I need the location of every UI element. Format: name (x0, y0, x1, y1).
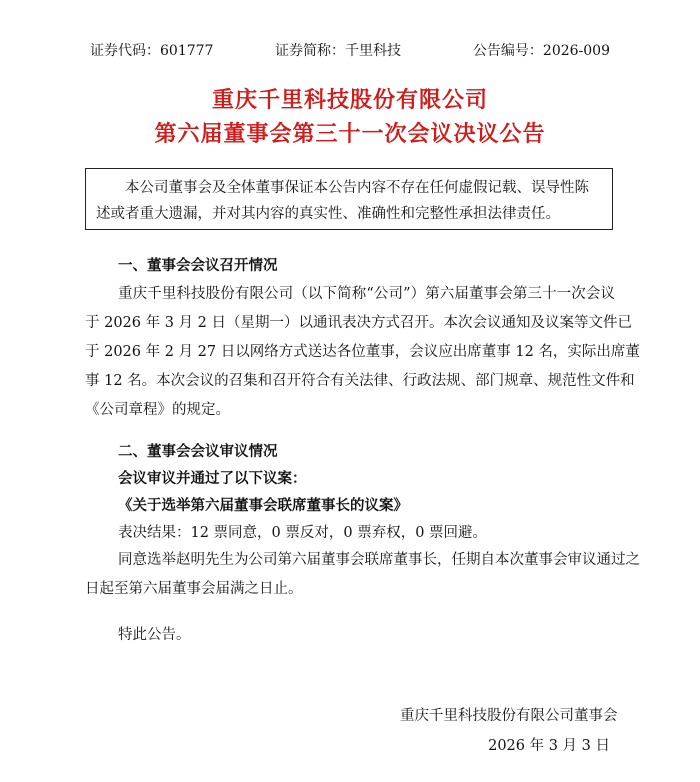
announcement-number: 公告编号：2026-009 (472, 43, 610, 59)
resolution-line: 同意选举赵明先生为公司第六届董事会联席董事长，任期自本次董事会审议通过之 (118, 552, 640, 568)
section1-heading: 一、董事会会议召开情况 (118, 257, 278, 274)
disclaimer-notice-box: 本公司董事会及全体董事保证本公告内容不存在任何虚假记载、误导性陈述或者重大遗漏，并对其内容的真实性、准确性和完整性承担法律责任。 (85, 168, 613, 230)
document-header (90, 40, 610, 62)
section1-paragraph-line: 事 12 名。本次会议的召集和召开符合有关法律、行政法规、部门规章、规范性文件和 (85, 373, 635, 389)
section1-paragraph-line: 《公司章程》的规定。 (85, 402, 230, 418)
motion-title: 《关于选举第六届董事会联席董事长的议案》 (118, 497, 408, 514)
signature-date: 2026 年 3 月 3 日 (488, 738, 610, 754)
security-code: 证券代码：601777 (90, 43, 214, 59)
signature-board: 重庆千里科技股份有限公司董事会 (400, 708, 618, 724)
section1-paragraph-line: 于 2026 年 3 月 2 日（星期一）以通讯表决方式召开。本次会议通知及议案等文件已 (85, 315, 633, 331)
section1-paragraph-line: 重庆千里科技股份有限公司（以下简称“公司”）第六届董事会第三十一次会议 (118, 286, 615, 302)
section2-heading: 二、董事会会议审议情况 (118, 443, 278, 460)
closing-remark: 特此公告。 (118, 627, 191, 643)
section1-paragraph-line: 于 2026 年 2 月 27 日以网络方式送达各位董事，会议应出席董事 12 名，实际出席董 (85, 344, 640, 360)
company-title: 重庆千里科技股份有限公司 (211, 88, 488, 113)
vote-result: 表决结果：12 票同意，0 票反对，0 票弃权，0 票回避。 (118, 525, 488, 541)
section2-subheading: 会议审议并通过了以下议案： (118, 470, 307, 487)
resolution-line: 日起至第六届董事会届满之日止。 (85, 581, 303, 597)
security-short-name: 证券简称：千里科技 (275, 43, 401, 59)
announcement-title: 第六届董事会第三十一次会议决议公告 (154, 122, 546, 147)
